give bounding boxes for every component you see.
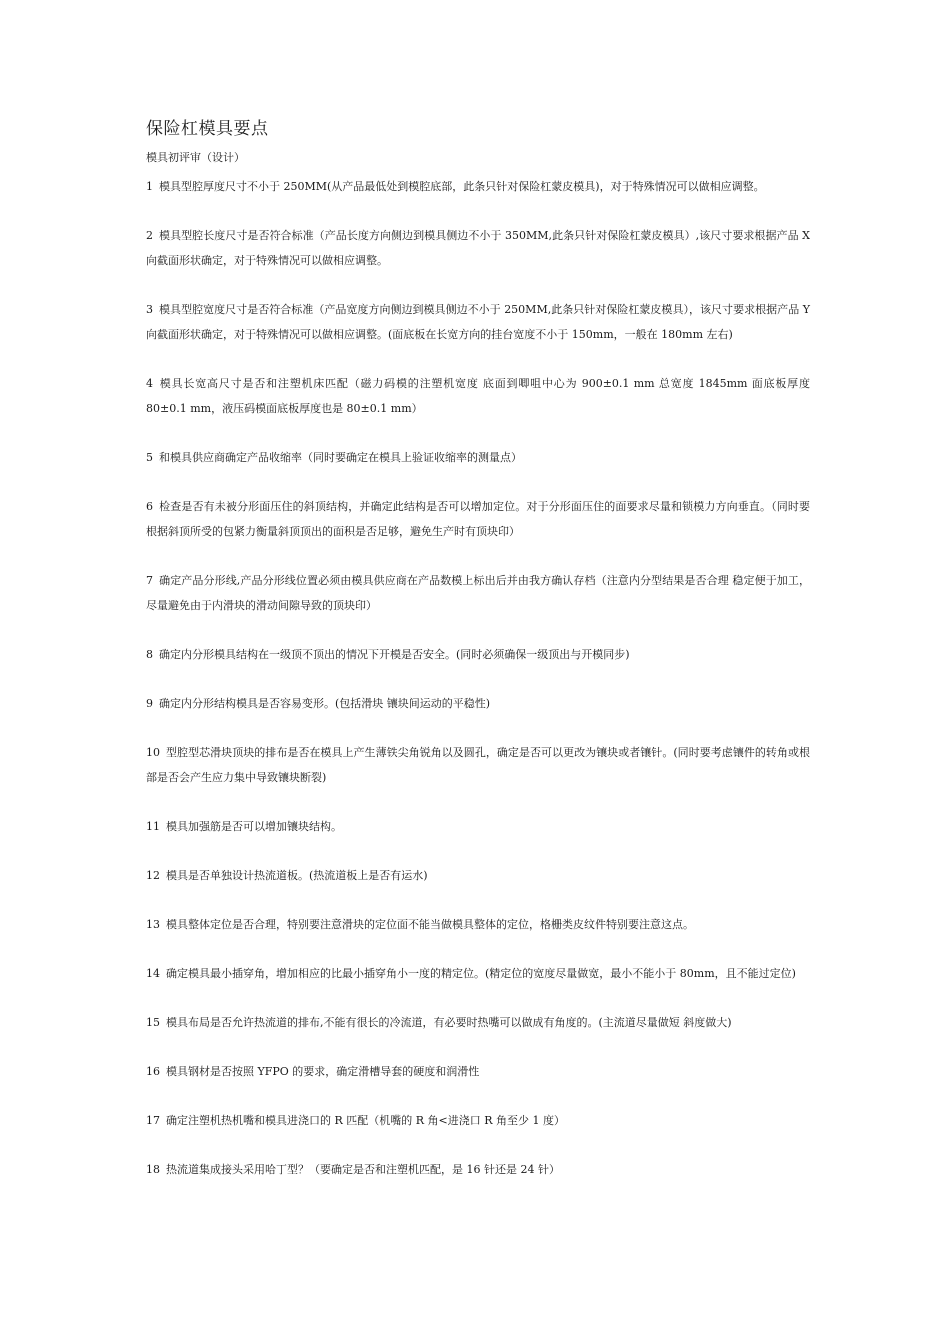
- item-text: 模具型腔厚度尺寸不小于 250MM(从产品最低处到模腔底部，此条只针对保险杠蒙皮模具)，对于特殊情况可以做相应调整。: [159, 180, 765, 193]
- list-item: [146, 445, 810, 470]
- item-text: 模具整体定位是否合理，特别要注意滑块的定位面不能当做模具整体的定位，格栅类皮纹件特别要注意这点。: [166, 918, 694, 931]
- item-text: 模具型腔宽度尺寸是否符合标准（产品宽度方向侧边到模具侧边不小于 250MM,此条只针对保险杠蒙皮模具），该尺寸要求根据产品 Y 向截面形状确定，对于特殊情况可以做相应调整。(面底板在长宽方向的挂台宽度不小于 150mm，一般在 180mm 左右): [146, 303, 810, 341]
- item-text: 模具加强筋是否可以增加镶块结构。: [166, 820, 342, 833]
- item-number: 16: [146, 1065, 160, 1078]
- item-text: 确定模具最小插穿角，增加相应的比最小插穿角小一度的精定位。(精定位的宽度尽量做宽，最小不能小于 80mm，且不能过定位): [166, 967, 796, 980]
- list-item: [146, 863, 810, 888]
- list-item: [146, 371, 810, 421]
- item-number: 6: [146, 500, 153, 513]
- item-number: 7: [146, 574, 153, 587]
- item-number: 17: [146, 1114, 160, 1127]
- item-text: 检查是否有未被分形面压住的斜顶结构，并确定此结构是否可以增加定位。对于分形面压住的面要求尽量和锁模力方向垂直。（同时要根据斜顶所受的包紧力衡量斜顶顶出的面积是否足够，避免生产时有顶块印）: [146, 500, 810, 538]
- item-text: 确定内分形结构模具是否容易变形。(包括滑块 镶块间运动的平稳性): [159, 697, 491, 710]
- list-item: [146, 1059, 810, 1084]
- item-number: 3: [146, 303, 153, 316]
- item-number: 14: [146, 967, 160, 980]
- item-text: 模具型腔长度尺寸是否符合标准（产品长度方向侧边到模具侧边不小于 350MM,此条只针对保险杠蒙皮模具）,该尺寸要求根据产品 X 向截面形状确定，对于特殊情况可以做相应调整。: [146, 229, 810, 267]
- item-number: 13: [146, 918, 160, 931]
- item-text: 模具布局是否允许热流道的排布,不能有很长的冷流道，有必要时热嘴可以做成有角度的。(主流道尽量做短 斜度做大): [166, 1016, 732, 1029]
- list-item: [146, 740, 810, 790]
- item-number: 10: [146, 746, 160, 759]
- item-number: 1: [146, 180, 153, 193]
- item-number: 15: [146, 1016, 160, 1029]
- item-number: 8: [146, 648, 153, 661]
- item-number: 12: [146, 869, 160, 882]
- list-item: [146, 814, 810, 839]
- item-text: 确定内分形模具结构在一级顶不顶出的情况下开模是否安全。(同时必须确保一级顶出与开模同步): [159, 648, 630, 661]
- list-item: [146, 1157, 810, 1182]
- list-item: [146, 642, 810, 667]
- list-item: [146, 568, 810, 618]
- item-number: 2: [146, 229, 153, 242]
- item-number: 5: [146, 451, 153, 464]
- item-text: 确定产品分形线,产品分形线位置必须由模具供应商在产品数模上标出后并由我方确认存档（注意内分型结果是否合理 稳定便于加工，尽量避免由于内滑块的滑动间隙导致的顶块印）: [146, 574, 810, 612]
- list-item: [146, 297, 810, 347]
- item-number: 4: [146, 377, 153, 390]
- list-item: [146, 1010, 810, 1035]
- item-text: 模具钢材是否按照 YFPO 的要求，确定滑槽导套的硬度和润滑性: [166, 1065, 480, 1078]
- list-item: [146, 494, 810, 544]
- item-text: 热流道集成接头采用哈丁型？（要确定是否和注塑机匹配，是 16 针还是 24 针）: [166, 1163, 560, 1176]
- list-item: [146, 691, 810, 716]
- item-number: 11: [146, 820, 160, 833]
- item-text: 和模具供应商确定产品收缩率（同时要确定在模具上验证收缩率的测量点）: [159, 451, 522, 464]
- item-text: 型腔型芯滑块顶块的排布是否在模具上产生薄铁尖角锐角以及圆孔，确定是否可以更改为镶块或者镶针。(同时要考虑镶件的转角或根部是否会产生应力集中导致镶块断裂): [146, 746, 810, 784]
- item-text: 确定注塑机热机嘴和模具进浇口的 R 匹配（机嘴的 R 角<进浇口 R 角至少 1 度）: [166, 1114, 566, 1127]
- item-number: 18: [146, 1163, 160, 1176]
- list-item: [146, 961, 810, 986]
- item-number: 9: [146, 697, 153, 710]
- item-text: 模具是否单独设计热流道板。(热流道板上是否有运水): [166, 869, 428, 882]
- list-item: [146, 174, 810, 199]
- document-page: [146, 118, 810, 1206]
- list-item: [146, 223, 810, 273]
- list-item: [146, 912, 810, 937]
- document-title: 保险杠模具要点: [146, 119, 269, 139]
- document-subtitle: 模具初评审（设计）: [146, 151, 245, 164]
- list-item: [146, 1108, 810, 1133]
- item-text: 模具长宽高尺寸是否和注塑机床匹配（磁力码模的注塑机宽度 底面到唧咀中心为 900±0.1 mm 总宽度 1845mm 面底板厚度 80±0.1 mm，液压码模面底板厚度也是 80±0.1 mm）: [146, 377, 810, 415]
